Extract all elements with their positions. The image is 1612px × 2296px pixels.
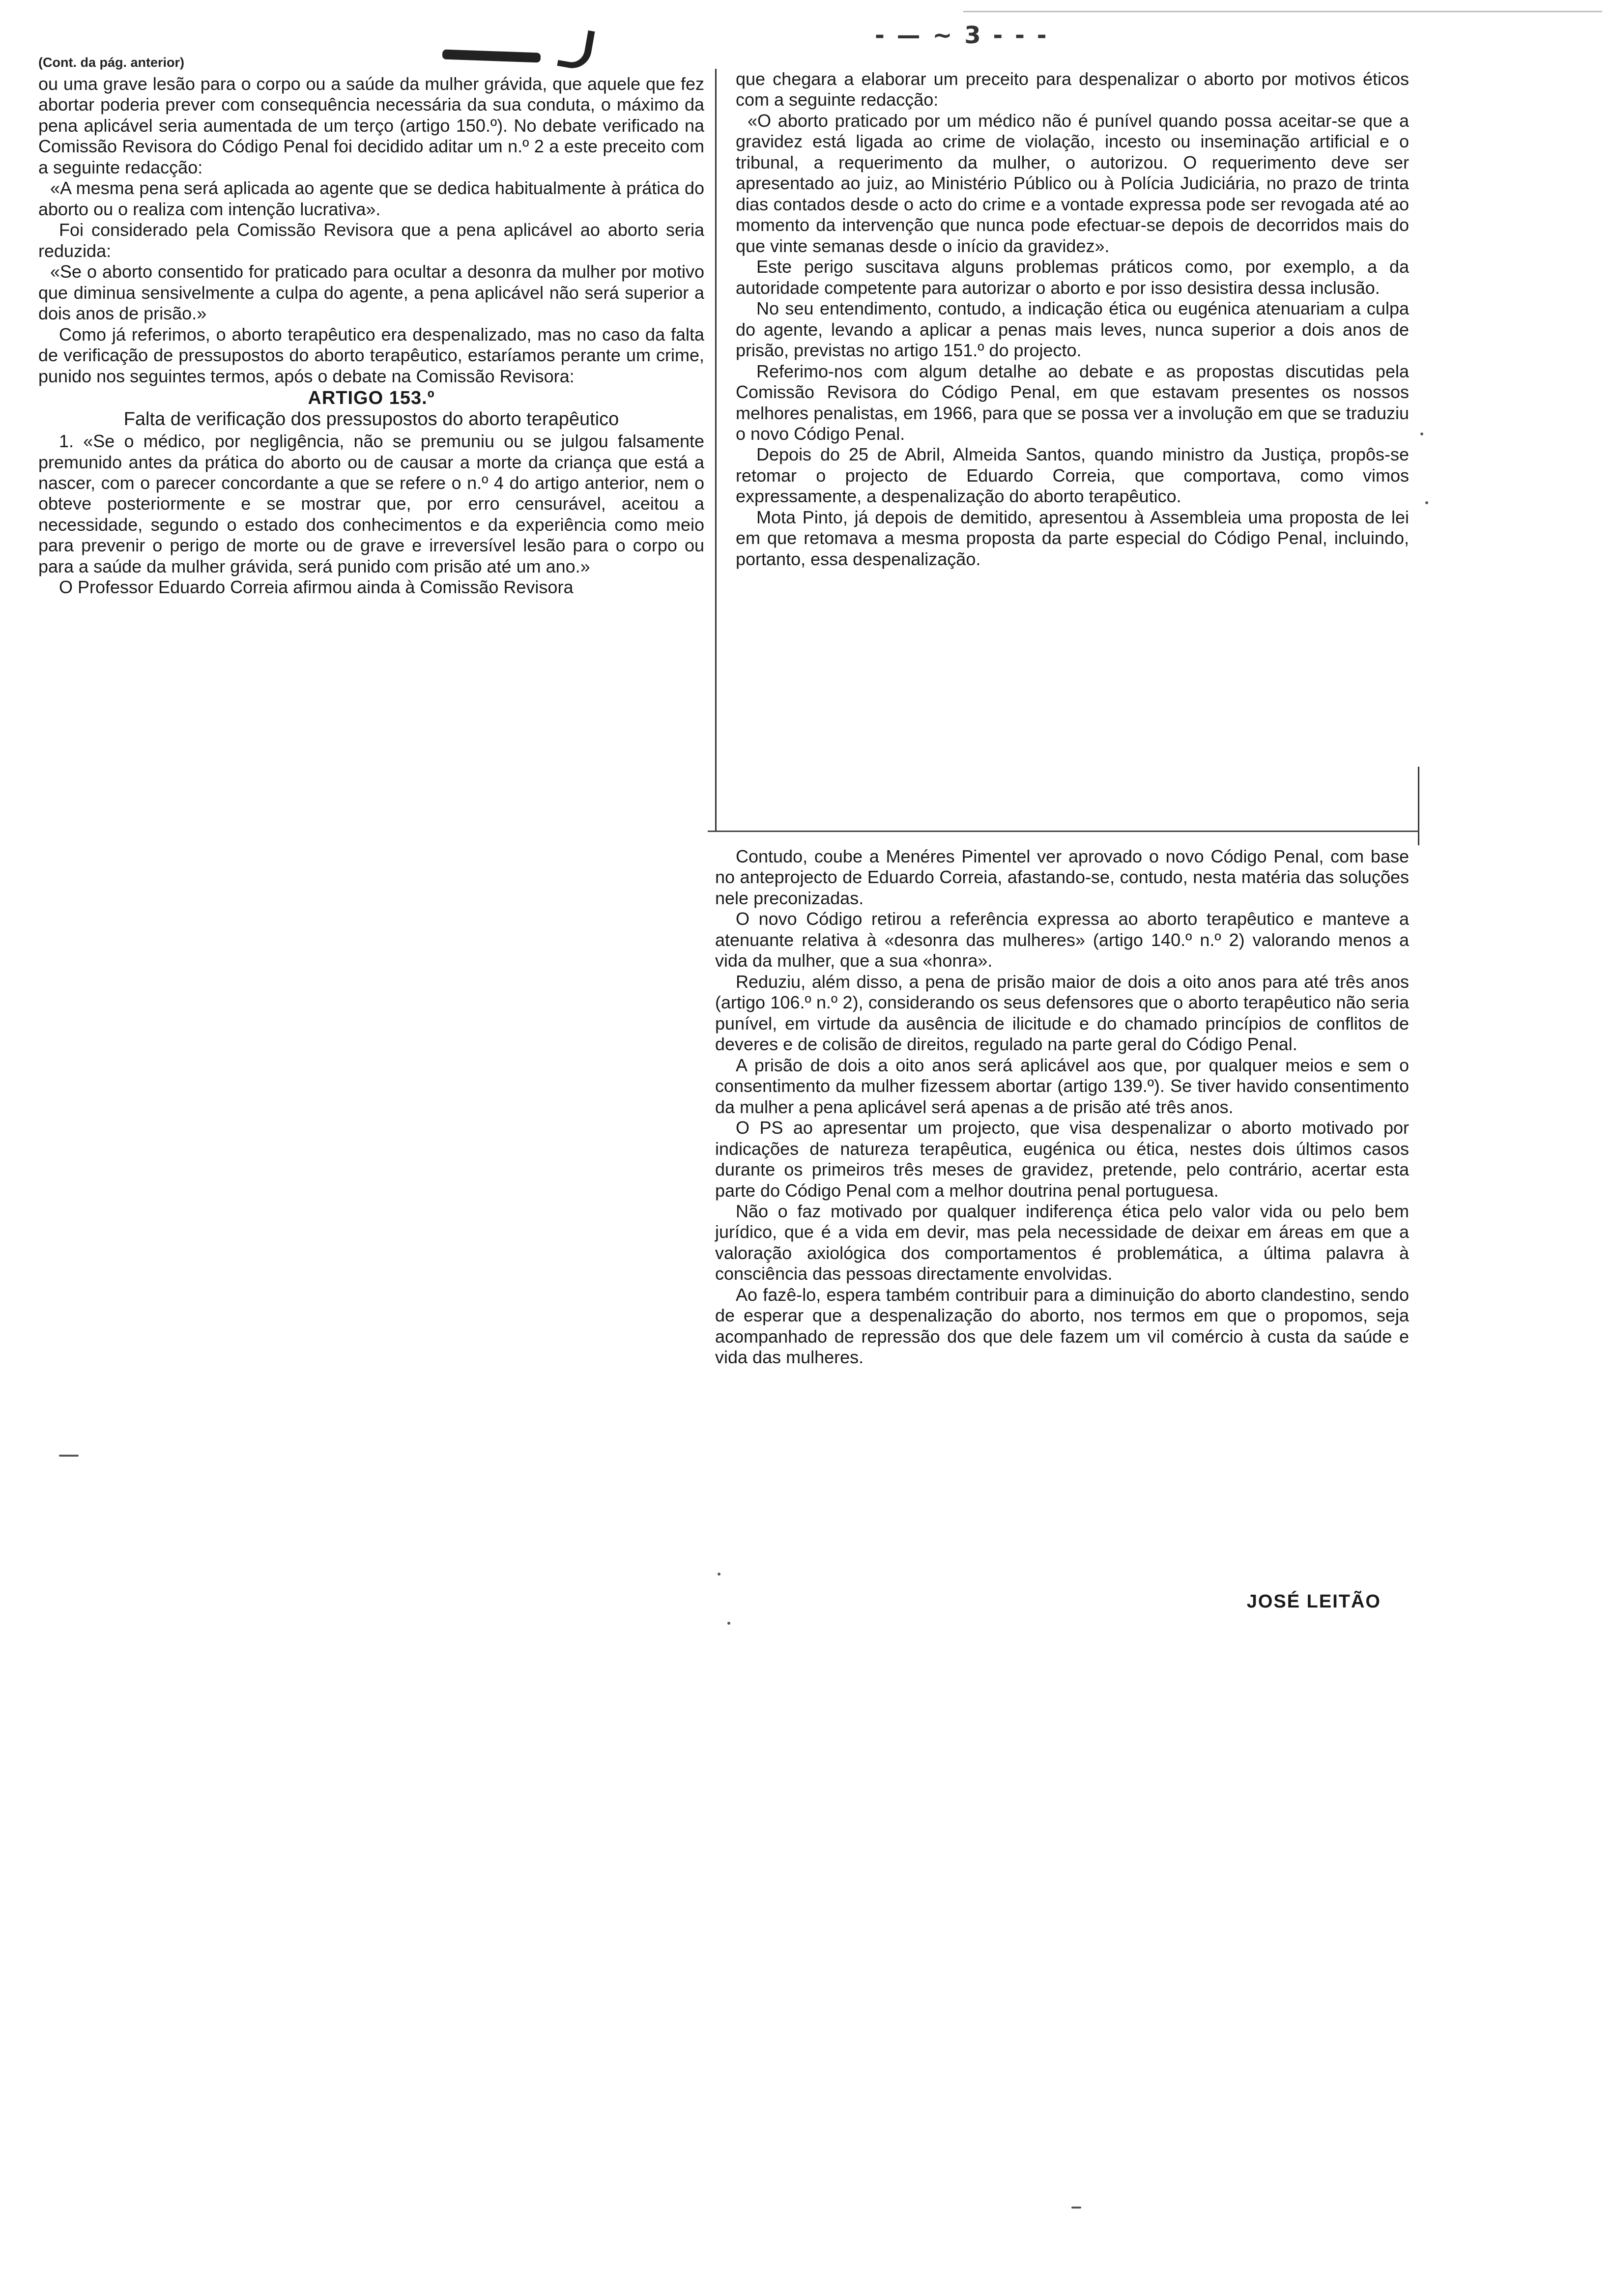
paragraph: Este perigo suscitava alguns problemas práticos como, por exemplo, a da autoridade competente para autorizar o aborto e por isso desistira dessa inclusão.	[736, 257, 1409, 298]
box-border-bottom	[708, 831, 1419, 832]
article-subtitle: Falta de verificação dos pressupostos do aborto terapêutico	[123, 409, 619, 430]
scan-speck	[1420, 432, 1423, 435]
signature: JOSÉ LEITÃO	[1246, 1591, 1381, 1612]
scan-mark	[442, 50, 541, 63]
right-column-continuation	[715, 846, 1409, 1368]
quote-paragraph: «O aborto praticado por um médico não é punível quando possa aceitar-se que a gravidez está ligada ao crime de violação, incesto ou inseminação artificial e o tribunal, a requerimento da mulher, o autorizou. O requerimento deve ser apresentado ao juiz, ao Ministério Público ou à Polícia Judiciária, no prazo de trinta dias contados desde o acto do crime e a vontade expressa pode ser revogada até ao momento da intervenção que nunca pode efectuar-se depois de decorridos mais do que vinte semanas desde o início da gravidez».	[736, 110, 1409, 256]
scan-speck	[727, 1622, 730, 1625]
paragraph: Foi considerado pela Comissão Revisora que a pena aplicável ao aborto seria reduzida:	[38, 220, 704, 261]
paragraph: No seu entendimento, contudo, a indicação ética ou eugénica atenuariam a culpa do agente, levando a aplicar a penas mais leves, nunca superior a dois anos de prisão, previstas no artigo 151.º do projecto.	[736, 298, 1409, 361]
box-border-right	[1418, 767, 1419, 845]
column-divider	[715, 69, 717, 831]
paragraph: O novo Código retirou a referência expressa ao aborto terapêutico e manteve a atenuante relativa à «desonra das mulheres» (artigo 140.º n.º 2) valorando menos a vida da mulher, que a sua «honra».	[715, 909, 1409, 971]
paragraph: Como já referimos, o aborto terapêutico era despenalizado, mas no caso da falta de verificação de pressupostos do aborto terapêutico, estaríamos perante um crime, punido nos seguintes termos, após o debate na Comissão Revisora:	[38, 324, 704, 386]
scan-top-rule	[963, 11, 1602, 12]
scan-speck	[718, 1573, 720, 1576]
paragraph: Depois do 25 de Abril, Almeida Santos, quando ministro da Justiça, propôs-se retomar o projecto de Eduardo Correia, que comportava, como vimos expressamente, a despenalização do aborto terapêutico.	[736, 444, 1409, 507]
paragraph: Referimo-nos com algum detalhe ao debate e as propostas discutidas pela Comissão Revisora do Código Penal, em que estavam presentes os nossos melhores penalistas, em 1966, para que se possa ver a involução em que se traduziu o novo Código Penal.	[736, 361, 1409, 444]
paragraph: ou uma grave lesão para o corpo ou a saúde da mulher grávida, que aquele que fez abortar poderia prever com consequência necessária da sua conduta, o máximo da pena aplicável seria aumentada de um terço (artigo 150.º). No debate verificado na Comissão Revisora do Código Penal foi decidido aditar um n.º 2 a este preceito com a seguinte redacção:	[38, 74, 704, 177]
paragraph: Reduziu, além disso, a pena de prisão maior de dois a oito anos para até três anos (artigo 106.º n.º 2), considerando os seus defensores que o aborto terapêutico não seria punível, em virtude da ausência de ilicitude e do chamado princípios de conflitos de deveres e de colisão de direitos, regulado na parte geral do Código Penal.	[715, 971, 1409, 1055]
scan-speck	[59, 1455, 79, 1457]
paragraph: Ao fazê-lo, espera também contribuir para a diminuição do aborto clandestino, sendo de esperar que a despenalização do aborto, nos termos em que o propomos, seja acompanhado de repressão dos que dele fazem um vil comércio à custa da saúde e vida das mulheres.	[715, 1284, 1409, 1368]
article-paragraph: 1. «Se o médico, por negligência, não se premuniu ou se julgou falsamente premunido antes da prática do aborto ou de causar a morte da criança que está a nascer, com o parecer concordante a que se refere o n.º 4 do artigo anterior, nem o obteve posteriormente e se mostrar que, por erro censurável, aceitou a necessidade, segundo o estado dos conhecimentos e da experiência como meio para prevenir o perigo de morte ou de grave e irreversível lesão para o corpo ou para a saúde da mulher grávida, será punido com prisão até um ano.»	[38, 431, 704, 576]
scan-speck	[1071, 2207, 1081, 2209]
paragraph: Mota Pinto, já depois de demitido, apresentou à Assembleia uma proposta de lei em que retomava a mesma proposta da parte especial do Código Penal, incluindo, portanto, essa despenalização.	[736, 507, 1409, 569]
paragraph: Contudo, coube a Menéres Pimentel ver aprovado o novo Código Penal, com base no anteprojecto de Eduardo Correia, afastando-se, contudo, nesta matéria das soluções nele preconizadas.	[715, 846, 1409, 908]
paragraph: O PS ao apresentar um projecto, que visa despenalizar o aborto motivado por indicações de natureza terapêutica, eugénica ou ética, nestes dois últimos casos durante os primeiros três meses de gravidez, pretende, pelo contrário, acertar esta parte do Código Penal com a melhor doutrina penal portuguesa.	[715, 1118, 1409, 1201]
paragraph: A prisão de dois a oito anos será aplicável aos que, por qualquer meios e sem o consentimento da mulher fizessem abortar (artigo 139.º). Se tiver havido consentimento da mulher a pena aplicável será apenas a de prisão até três anos.	[715, 1055, 1409, 1117]
quote-paragraph: «Se o aborto consentido for praticado para ocultar a desonra da mulher por motivo que diminua sensivelmente a culpa do agente, a pena aplicável não será superior a dois anos de prisão.»	[38, 261, 704, 324]
paragraph: Não o faz motivado por qualquer indiferença ética pelo valor vida ou pelo bem jurídico, que é a vida em devir, mas pela necessidade de deixar em áreas em que a valoração axiológica dos comportamentos é problemática, a última palavra à consciência das pessoas directamente envolvidas.	[715, 1201, 1409, 1284]
scan-mark-handwritten	[557, 26, 595, 71]
left-column	[38, 74, 704, 598]
quote-paragraph: «A mesma pena será aplicada ao agente que se dedica habitualmente à prática do aborto ou o realiza com intenção lucrativa».	[38, 178, 704, 219]
page-number: - — ~ 3 - - -	[875, 22, 1049, 49]
article-paragraph: O Professor Eduardo Correia afirmou ainda à Comissão Revisora	[59, 577, 574, 598]
scan-speck	[1425, 501, 1428, 504]
article-title: ARTIGO 153.º	[308, 388, 435, 409]
continuation-label: (Cont. da pág. anterior)	[38, 55, 184, 70]
right-column	[736, 69, 1409, 570]
paragraph: que chegara a elaborar um preceito para despenalizar o aborto por motivos éticos com a seguinte redacção:	[736, 69, 1409, 110]
